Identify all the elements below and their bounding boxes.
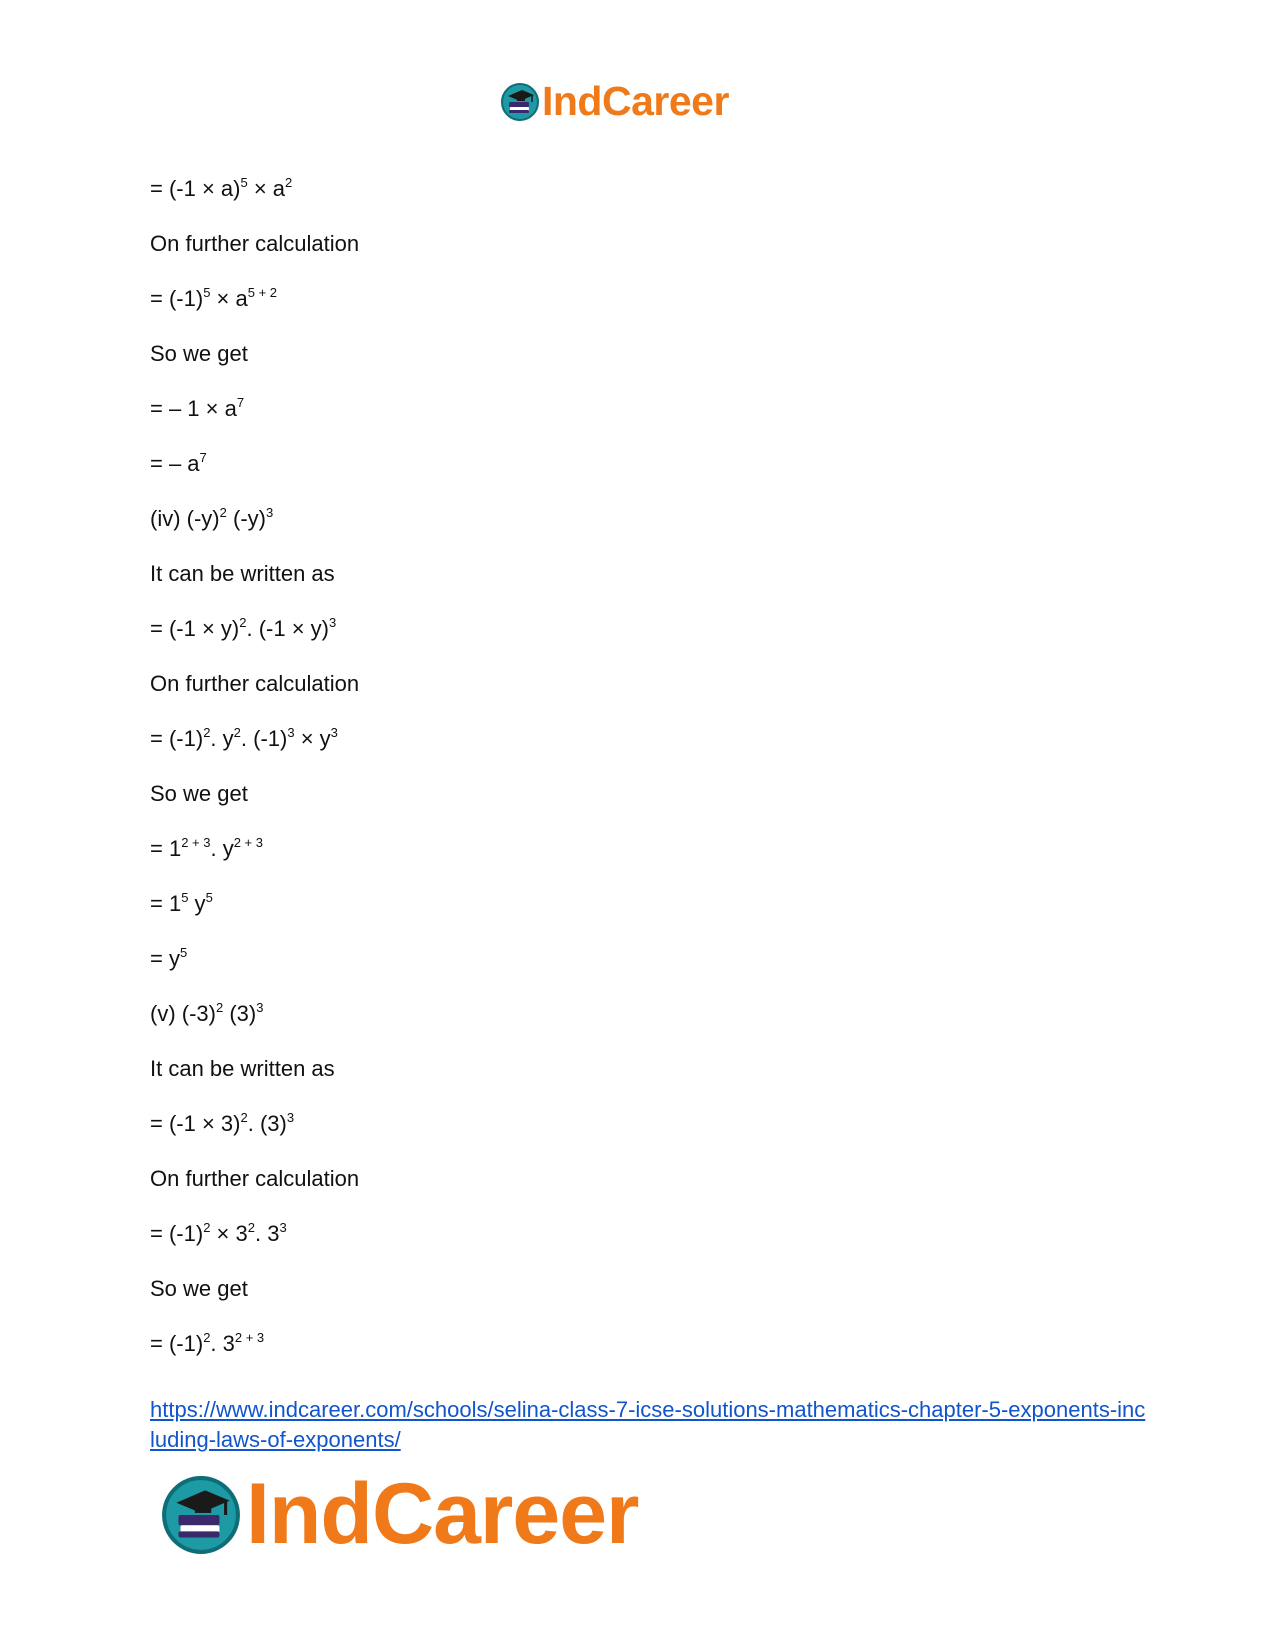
line-text: × a [210,286,248,311]
exponent: 2 + 3 [233,835,263,850]
solution-line [150,836,263,862]
solution-line [150,781,248,807]
solution-line [150,671,359,697]
exponent: 2 [215,1000,224,1015]
solution-line [150,891,213,917]
line-text: . y [210,836,234,861]
line-text: . 3 [210,1331,235,1356]
header-logo-text: IndCareer [542,78,729,124]
line-text: = (-1) [150,1221,204,1246]
solution-line [150,1331,264,1357]
line-text: On further calculation [150,231,360,256]
exponent: 7 [236,395,245,410]
line-text: So we get [150,1276,248,1301]
solution-line [150,946,187,972]
graduation-cap-book-icon [500,82,540,122]
solution-line [150,341,248,367]
line-text: It can be written as [150,561,335,586]
exponent: 2 [285,175,293,190]
exponent: 5 + 2 [247,285,278,300]
exponent: 7 [199,450,207,465]
line-text: . (3) [247,1111,287,1136]
exponent: 3 [265,505,274,520]
line-text: = (-1 × y) [150,616,240,641]
line-text: On further calculation [150,671,360,696]
solution-line [150,726,338,752]
line-text: × a [247,176,286,201]
line-text: (-y) [226,506,266,531]
line-text: = (-1) [150,1331,204,1356]
exponent: 2 + 3 [181,835,211,850]
line-text: On further calculation [150,1166,360,1191]
exponent: 3 [330,725,338,740]
line-text: It can be written as [150,1056,335,1081]
exponent: 2 [203,1330,211,1345]
exponent: 3 [279,1220,287,1235]
line-text: = (-1 × a) [150,176,241,201]
line-text: . 3 [254,1221,280,1246]
exponent: 2 [233,725,241,740]
solution-line [150,506,273,532]
line-text: = 1 [150,891,182,916]
solution-line [150,176,292,202]
line-text: y [188,891,206,916]
line-text: = y [150,946,180,971]
solution-line [150,1001,263,1027]
line-text: = 1 [150,836,182,861]
line-text: (v) (-3) [150,1001,216,1026]
line-text: = – 1 × a [150,396,237,421]
header-logo [500,78,729,125]
exponent: 2 + 3 [234,1330,265,1345]
solution-line [150,1276,248,1302]
exponent: 2 [203,1220,211,1235]
exponent: 5 [203,285,211,300]
exponent: 3 [329,615,337,630]
line-text: = (-1) [150,286,204,311]
exponent: 5 [181,890,189,905]
line-text: . (-1 × y) [246,616,329,641]
solution-line [150,286,277,312]
solution-line [150,616,336,642]
solution-line [150,1166,359,1192]
exponent: 5 [240,175,248,190]
solution-line [150,396,244,422]
solution-line [150,1221,287,1247]
line-text: = (-1 × 3) [150,1111,241,1136]
exponent: 2 [247,1220,255,1235]
line-text: = (-1) [150,726,204,751]
line-text: . (-1) [240,726,288,751]
line-text: (iv) (-y) [150,506,220,531]
solution-line [150,561,335,587]
graduation-cap-book-icon [160,1474,242,1556]
source-url-link[interactable]: https://www.indcareer.com/schools/selina-class-7-icse-solutions-mathematics-chapter-5-exponents-including-laws-of-exponents/ [150,1397,1146,1452]
line-text: × y [294,726,331,751]
line-text: (3) [223,1001,257,1026]
solution-line [150,231,359,257]
exponent: 2 [203,725,211,740]
line-text: So we get [150,781,248,806]
exponent: 2 [239,615,247,630]
line-text: So we get [150,341,248,366]
footer-logo-text: IndCareer [246,1466,639,1562]
line-text: × 3 [210,1221,248,1246]
solution-line [150,1111,294,1137]
line-text: = – a [150,451,200,476]
exponent: 3 [287,725,295,740]
solution-line [150,451,207,477]
exponent: 3 [256,1000,264,1015]
solution-line [150,1056,335,1082]
exponent: 3 [286,1110,295,1125]
exponent: 2 [240,1110,248,1125]
exponent: 5 [205,890,213,905]
line-text: . y [210,726,234,751]
footer-logo [160,1465,639,1564]
exponent: 5 [179,945,188,960]
exponent: 2 [219,505,227,520]
